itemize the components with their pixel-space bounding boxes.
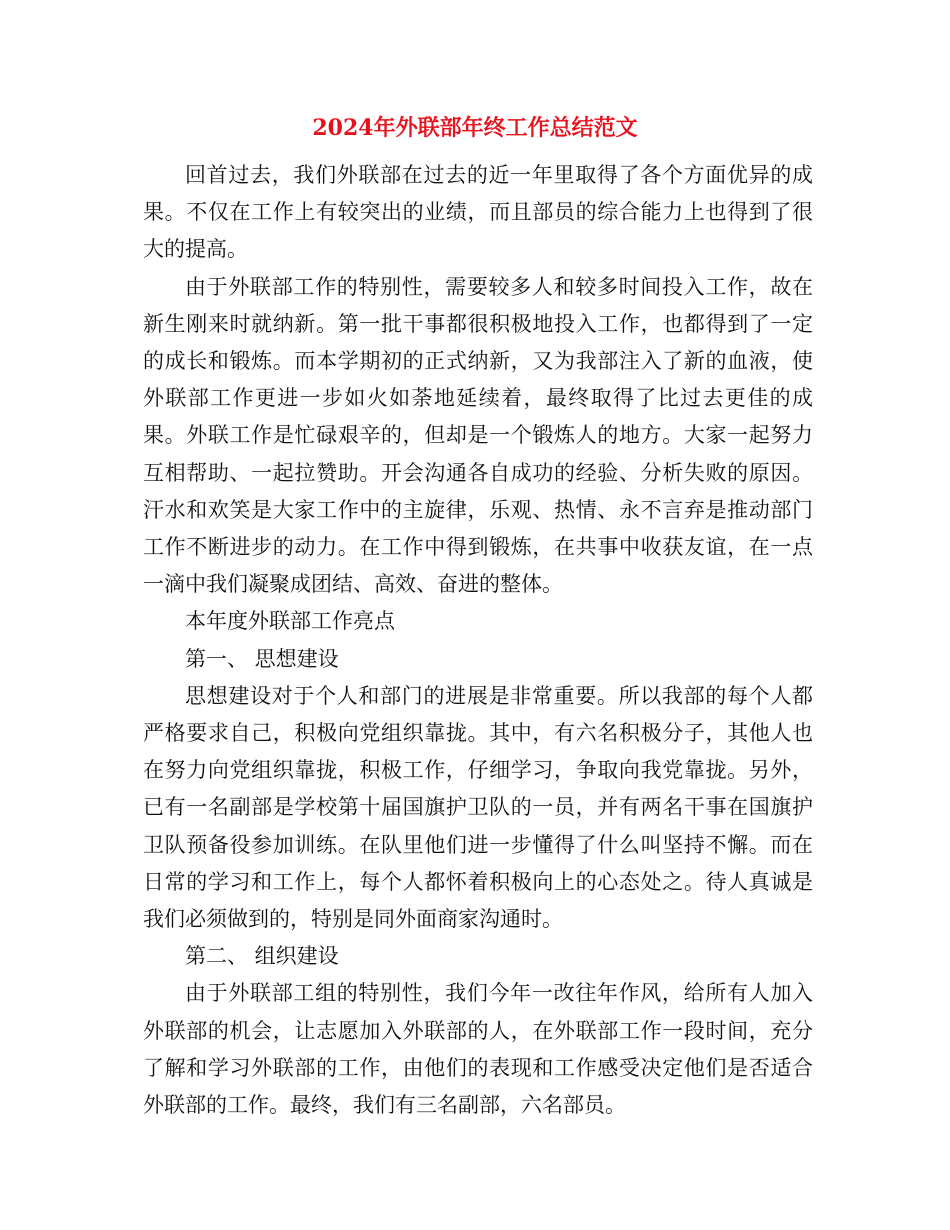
section-heading-highlights: 本年度外联部工作亮点: [185, 609, 395, 634]
section-heading-ideology: 第一、 思想建设: [185, 646, 339, 671]
section-heading-organization: 第二、 组织建设: [185, 944, 339, 969]
paragraph-ideology: 思想建设对于个人和部门的进展是非常重要。所以我部的每个人都严格要求自己，积极向党组织靠拢。其中，有六名积极分子，其他人也在努力向党组织靠拢，积极工作，仔细学习，争取向我党靠拢。另外，已有一名副部是学校第十届国旗护卫队的一员，并有两名干事在国旗护卫队预备役参加训练。在队里他们进一步懂得了什么叫坚持不懈。而在日常的学习和工作上，每个人都怀着积极向上的心态处之。待人真诚是我们必须做到的，特别是同外面商家沟通时。: [143, 683, 813, 932]
document-title: 2024年外联部年终工作总结范文: [312, 115, 638, 141]
paragraph-recruitment: 由于外联部工作的特别性，需要较多人和较多时间投入工作，故在新生刚来时就纳新。第一批干事都很积极地投入工作，也都得到了一定的成长和锻炼。而本学期初的正式纳新，又为我部注入了新的血液，使外联部工作更进一步如火如荼地延续着，最终取得了比过去更佳的成果。外联工作是忙碌艰辛的，但却是一个锻炼人的地方。大家一起努力互相帮助、一起拉赞助。开会沟通各自成功的经验、分析失败的原因。汗水和欢笑是大家工作中的主旋律，乐观、热情、永不言弃是推动部门工作不断进步的动力。在工作中得到锻炼，在共事中收获友谊，在一点一滴中我们凝聚成团结、高效、奋进的整体。: [143, 274, 813, 597]
paragraph-organization: 由于外联部工组的特别性，我们今年一改往年作风，给所有人加入外联部的机会，让志愿加入外联部的人，在外联部工作一段时间，充分了解和学习外联部的工作，由他们的表现和工作感受决定他们是否适合外联部的工作。最终，我们有三名副部，六名部员。: [143, 981, 813, 1118]
paragraph-intro: 回首过去，我们外联部在过去的近一年里取得了各个方面优异的成果。不仅在工作上有较突出的业绩，而且部员的综合能力上也得到了很大的提高。: [143, 163, 813, 262]
document-body: [143, 157, 813, 1124]
